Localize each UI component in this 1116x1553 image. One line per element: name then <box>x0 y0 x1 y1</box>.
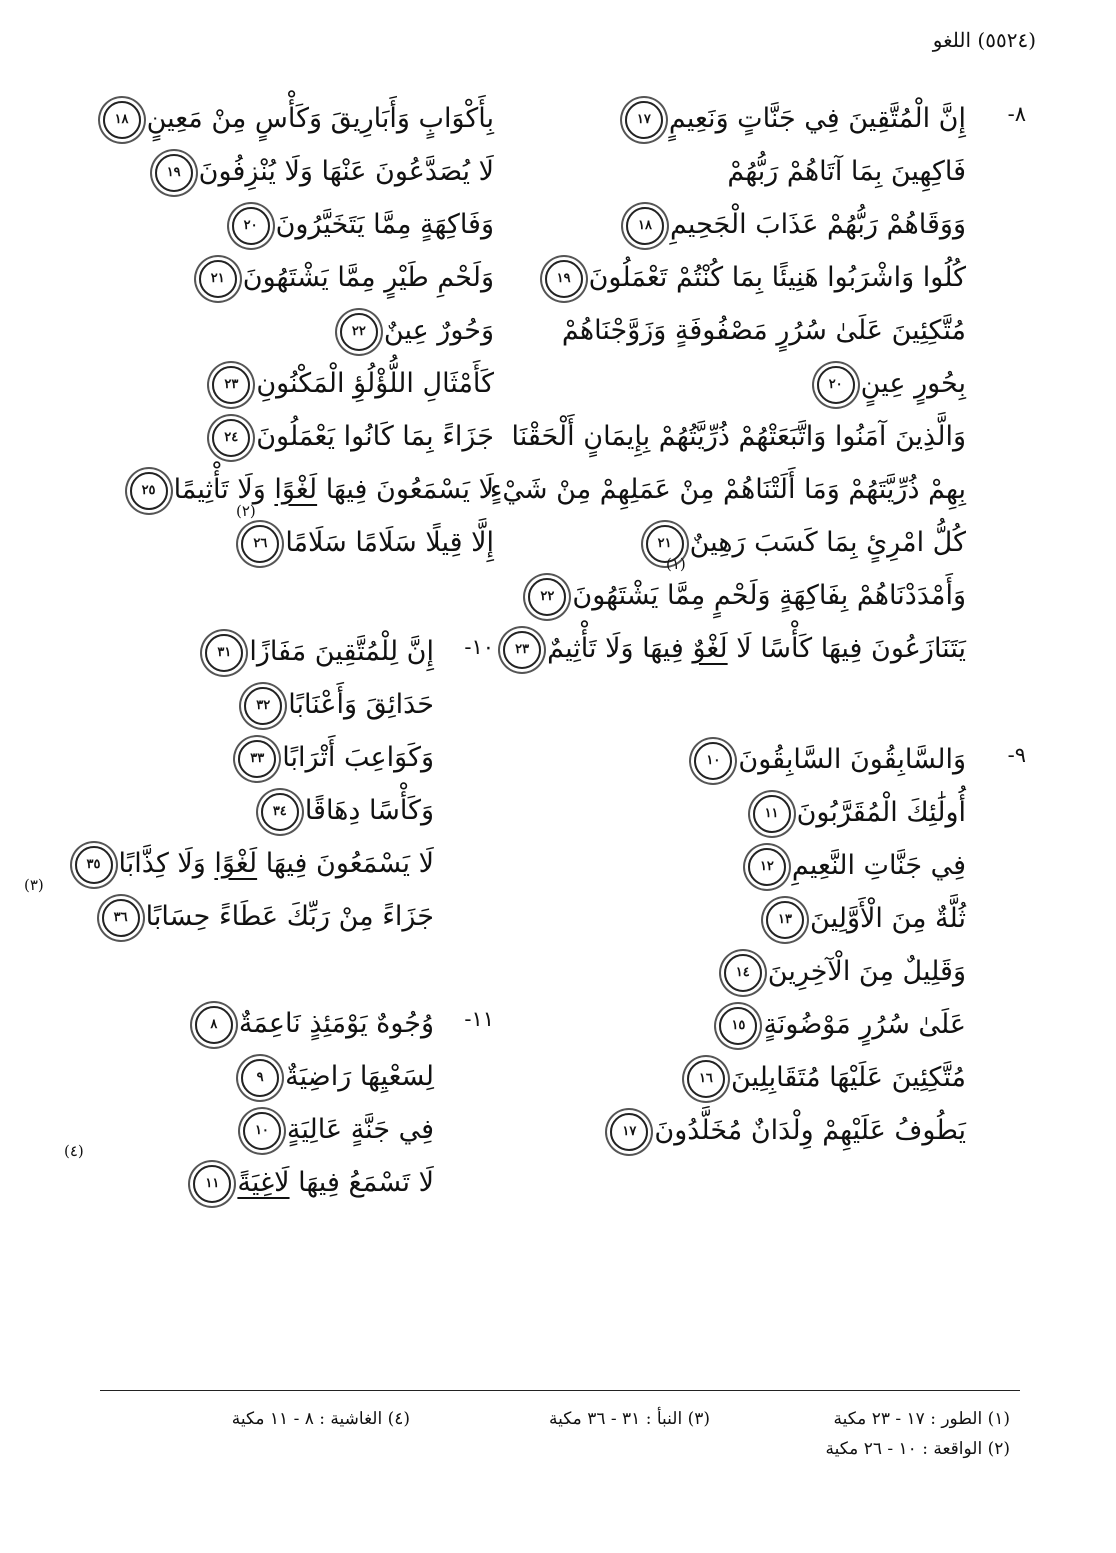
verse-number-marker: ٣٢ <box>244 687 282 725</box>
verse-text <box>547 633 966 664</box>
verse-text: وَحُورٌ عِينٌ <box>383 315 494 346</box>
verse-line <box>606 198 966 251</box>
verse-number-marker: ١٧ <box>610 1113 648 1151</box>
verse-text: بِأَكْوَابٍ وَأَبَارِيقَ وَكَأْسٍ مِنْ مَعِينٍ <box>146 103 494 134</box>
verse-line <box>606 733 966 786</box>
verse-text: كَأَمْثَالِ اللُّؤْلُؤِ الْمَكْنُونِ <box>256 368 494 399</box>
verse-number-marker: ١٣ <box>766 901 804 939</box>
section-10 <box>24 625 494 943</box>
verse-list <box>489 92 966 675</box>
verse-list <box>74 92 494 569</box>
verse-text: عَلَىٰ سُرُرٍ مَوْضُونَةٍ <box>763 1009 966 1040</box>
verse-line <box>74 198 494 251</box>
verse-text: أُولَٰئِكَ الْمُقَرَّبُونَ <box>796 797 966 828</box>
verse-number-marker: ٢٢ <box>528 578 566 616</box>
verse-number-marker: ١٩ <box>545 260 583 298</box>
verse-list <box>606 733 966 1157</box>
verse-line <box>74 837 434 890</box>
verse-text-part: وَلَا تَأْثِيمًا <box>173 474 275 505</box>
verse-number-marker: ١٥ <box>719 1007 757 1045</box>
verse-number-marker: ١٠ <box>694 742 732 780</box>
verse-text: مُتَّكِئِينَ عَلَىٰ سُرُرٍ مَصْفُوفَةٍ وَزَوَّجْنَاهُمْ <box>561 315 966 346</box>
verse-text: وَالسَّابِقُونَ السَّابِقُونَ <box>738 744 966 775</box>
verse-line <box>606 839 966 892</box>
verse-line <box>606 516 966 569</box>
verse-text: إِنَّ لِلْمُتَّقِينَ مَفَازًا <box>249 636 434 667</box>
verse-number-marker: ٢٠ <box>817 366 855 404</box>
verse-line <box>74 1103 434 1156</box>
verse-number-marker: ١٧ <box>625 101 663 139</box>
verse-text: بِهِمْ ذُرِّيَّتَهُمْ وَمَا أَلَتْنَاهُمْ مِنْ عَمَلِهِمْ مِنْ شَيْءٍ <box>489 474 966 505</box>
verse-list <box>64 997 434 1209</box>
footnote-reference: (٢) <box>236 502 256 520</box>
verse-text: فِي جَنَّةٍ عَالِيَةٍ <box>286 1114 434 1145</box>
verse-number-marker: ٣٥ <box>75 846 113 884</box>
right-column <box>489 92 1026 1157</box>
verse-line <box>556 251 966 304</box>
footnote-4: (٤) الغاشية : ٨ - ١١ مكية <box>231 1409 410 1429</box>
verse-line <box>606 1051 966 1104</box>
verse-number-marker: ٢٦ <box>241 525 279 563</box>
footnote-row <box>100 1404 1010 1434</box>
verse-text: لِسَعْيِهَا رَاضِيَةٌ <box>285 1061 434 1092</box>
verse-text: وَكَوَاعِبَ أَتْرَابًا <box>282 742 434 773</box>
verse-text <box>174 474 494 505</box>
section-9 <box>606 733 1026 1157</box>
verse-line <box>74 678 434 731</box>
verse-number-marker: ٨ <box>195 1006 233 1044</box>
section-number: ٩- <box>1007 743 1026 767</box>
verse-number-marker: ٢٤ <box>212 419 250 457</box>
verse-number-marker: ٣٦ <box>102 899 140 937</box>
verse-line <box>606 786 966 839</box>
underlined-keyword: لَاغِيَةً <box>237 1167 290 1198</box>
verse-text: إِنَّ الْمُتَّقِينَ فِي جَنَّاتٍ وَنَعِيمٍ <box>668 103 966 134</box>
verse-line <box>606 998 966 1051</box>
verse-list <box>24 625 434 943</box>
verse-text <box>119 848 434 879</box>
verse-text: حَدَائِقَ وَأَعْنَابًا <box>288 689 434 720</box>
verse-number-marker: ١٠ <box>243 1112 281 1150</box>
verse-text: ثُلَّةٌ مِنَ الْأَوَّلِينَ <box>810 903 966 934</box>
footnote-row <box>100 1434 1010 1464</box>
page-title: (٥٥٢٤) اللغو <box>932 28 1036 52</box>
verse-text: وَوَقَاهُمْ رَبُّهُمْ عَذَابَ الْجَحِيمِ <box>669 209 966 240</box>
verse-line <box>74 463 494 516</box>
verse-number-marker: ٢٥ <box>130 472 168 510</box>
verse-line <box>74 304 494 357</box>
verse-line <box>606 357 966 410</box>
page-header <box>736 28 1036 52</box>
verse-text: وُجُوهٌ يَوْمَئِذٍ نَاعِمَةٌ <box>238 1008 434 1039</box>
verse-number-marker: ٢٣ <box>503 631 541 669</box>
verse-text: فِي جَنَّاتِ النَّعِيمِ <box>791 850 966 881</box>
verse-number-marker: ٢٣ <box>212 366 250 404</box>
verse-text: وَالَّذِينَ آمَنُوا وَاتَّبَعَتْهُمْ ذُرِّيَّتُهُمْ بِإِيمَانٍ أَلْحَقْنَا <box>511 421 966 452</box>
verse-line <box>74 357 494 410</box>
verse-text: يَطُوفُ عَلَيْهِمْ وِلْدَانٌ مُخَلَّدُونَ <box>654 1115 966 1146</box>
verse-line <box>489 463 966 516</box>
verse-number-marker: ٢٠ <box>232 207 270 245</box>
section-number: ٨- <box>1007 102 1026 126</box>
underlined-keyword: لَغْوٌ <box>692 633 728 664</box>
verse-number-marker: ١٤ <box>724 954 762 992</box>
verse-text: وَقَلِيلٌ مِنَ الْآخِرِينَ <box>767 956 966 987</box>
verse-number-marker: ١٨ <box>626 207 664 245</box>
verse-text: مُتَّكِئِينَ عَلَيْهَا مُتَقَابِلِينَ <box>730 1062 966 1093</box>
verse-text: جَزَاءً بِمَا كَانُوا يَعْمَلُونَ <box>256 421 494 452</box>
verse-line <box>74 625 434 678</box>
verse-line <box>606 945 966 998</box>
verse-text-part: فِيهَا وَلَا تَأْثِيمٌ <box>547 633 693 664</box>
verse-number-marker: ٩ <box>241 1059 279 1097</box>
verse-text: كُلُوا وَاشْرَبُوا هَنِيئًا بِمَا كُنْتُمْ تَعْمَلُونَ <box>588 262 966 293</box>
verse-text: جَزَاءً مِنْ رَبِّكَ عَطَاءً حِسَابًا <box>145 901 434 932</box>
verse-text: وَكَأْسًا دِهَاقًا <box>304 795 434 826</box>
verse-line <box>511 410 966 463</box>
footnote-divider <box>100 1390 1020 1391</box>
footnotes <box>100 1404 1010 1464</box>
underlined-keyword: لَغْوًا <box>214 848 258 879</box>
verse-line <box>74 251 494 304</box>
section-8-continued <box>74 92 494 569</box>
verse-line <box>74 1050 434 1103</box>
verse-text: وَأَمْدَدْنَاهُمْ بِفَاكِهَةٍ وَلَحْمٍ مِمَّا يَشْتَهُونَ <box>572 580 966 611</box>
footnote-1: (١) الطور : ١٧ - ٢٣ مكية <box>833 1409 1010 1429</box>
verse-line <box>606 92 966 145</box>
verse-line <box>74 731 434 784</box>
footnote-reference: (٣) <box>24 876 44 894</box>
verse-number-marker: ١٢ <box>748 848 786 886</box>
underlined-keyword: لَغْوًا <box>274 474 318 505</box>
verse-text: إِلَّا قِيلًا سَلَامًا سَلَامًا <box>285 527 494 558</box>
verse-line <box>74 784 434 837</box>
verse-text: بِحُورٍ عِينٍ <box>860 368 966 399</box>
section-number: ١١- <box>464 1007 494 1031</box>
verse-line <box>64 1142 434 1209</box>
verse-number-marker: ٣٣ <box>238 740 276 778</box>
verse-number-marker: ١١ <box>193 1165 231 1203</box>
verse-number-marker: ١٩ <box>155 154 193 192</box>
verse-text-part: وَلَا كِذَّابًا <box>118 848 215 879</box>
footnote-3: (٣) النبأ : ٣١ - ٣٦ مكية <box>549 1409 710 1429</box>
verse-line <box>74 502 494 569</box>
verse-line <box>74 92 494 145</box>
verse-text: كُلُّ امْرِئٍ بِمَا كَسَبَ رَهِينٌ <box>689 527 966 558</box>
verse-line <box>561 304 966 357</box>
verse-number-marker: ٢١ <box>199 260 237 298</box>
verse-line <box>74 997 434 1050</box>
verse-text: فَاكِهِينَ بِمَا آتَاهُمْ رَبُّهُمْ <box>727 156 966 187</box>
verse-line <box>74 145 494 198</box>
verse-line <box>606 145 966 198</box>
verse-text: وَفَاكِهَةٍ مِمَّا يَتَخَيَّرُونَ <box>275 209 494 240</box>
verse-line <box>540 555 966 622</box>
section-11 <box>64 997 494 1209</box>
verse-text: وَلَحْمِ طَيْرٍ مِمَّا يَشْتَهُونَ <box>242 262 494 293</box>
verse-text <box>237 1167 434 1198</box>
verse-line <box>24 876 434 943</box>
verse-text: لَا يُصَدَّعُونَ عَنْهَا وَلَا يُنْزِفُونَ <box>198 156 494 187</box>
verse-number-marker: ٣١ <box>205 634 243 672</box>
verse-number-marker: ١١ <box>753 795 791 833</box>
section-number: ١٠- <box>464 635 494 659</box>
verse-text-part: يَتَنَازَعُونَ فِيهَا كَأْسًا لَا <box>727 633 966 664</box>
verse-text-part: لَا تَسْمَعُ فِيهَا <box>289 1167 434 1198</box>
footnote-2: (٢) الواقعة : ١٠ - ٢٦ مكية <box>825 1439 1010 1459</box>
verse-line <box>606 1104 966 1157</box>
verse-number-marker: ١٨ <box>103 101 141 139</box>
verse-number-marker: ٢٢ <box>340 313 378 351</box>
verse-line <box>515 622 966 675</box>
verse-text-part: لَا يَسْمَعُونَ فِيهَا <box>317 474 494 505</box>
footnote-reference: (١) <box>666 555 686 573</box>
verse-number-marker: ٢١ <box>646 525 684 563</box>
verse-line <box>606 892 966 945</box>
verse-text-part: لَا يَسْمَعُونَ فِيهَا <box>257 848 434 879</box>
footnote-reference: (٤) <box>64 1142 84 1160</box>
verse-number-marker: ١٦ <box>687 1060 725 1098</box>
section-8 <box>489 92 1026 675</box>
verse-line <box>74 410 494 463</box>
verse-number-marker: ٣٤ <box>261 793 299 831</box>
left-column <box>24 92 494 1209</box>
